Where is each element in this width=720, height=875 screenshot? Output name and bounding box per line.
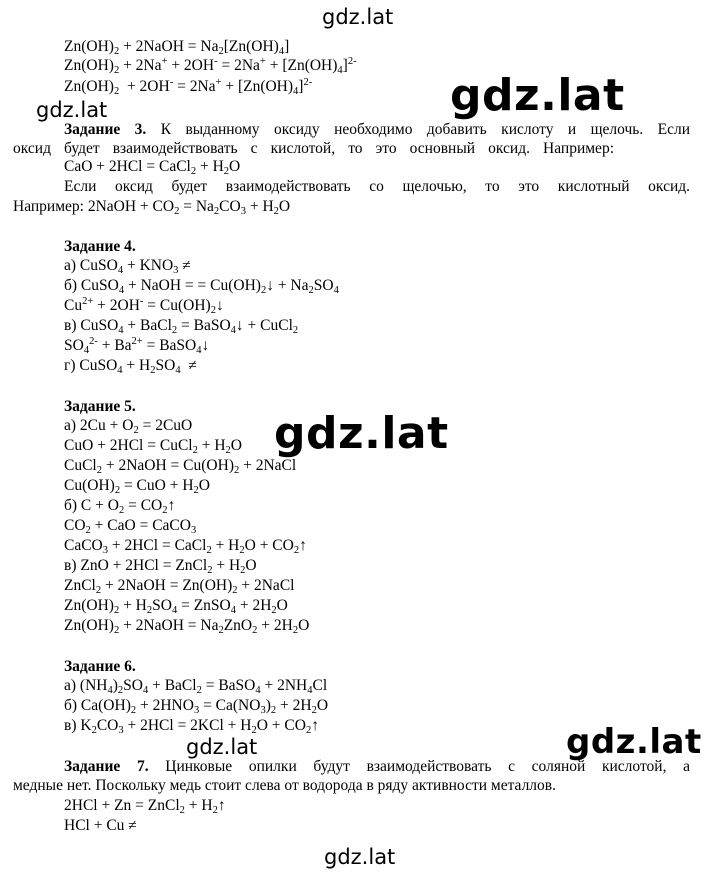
equation-line: $Zn(OH)_2 + 2Na^+ + 2OH^- = 2Na^+ + [Zn(OH)_4]^{2-}$ — [64, 56, 357, 76]
watermark-top: gdz.lat — [322, 5, 394, 29]
equation-line: $Cu(OH)_2$ = CuO + $H_2O$ — [64, 477, 210, 496]
task3-paragraph-line2: оксид будет взаимодействовать с кислотой, то это основный оксид. Например: — [13, 140, 614, 157]
task3-text: К выданному оксиду необходимо добавить кислоту и щелочь. Если — [160, 121, 690, 138]
task5-heading: Задание 5. — [64, 398, 136, 415]
equation-line: $Zn(OH)_2 + 2OH^- = 2Na^+ + [Zn(OH)_4]^{2-}$ — [64, 77, 313, 97]
equation-line: CuO + 2HCl = CuCl$_2$ + $H_2O$ — [64, 437, 242, 456]
task6-heading: Задание 6. — [64, 658, 136, 675]
equation-line: б) CuSO$_4$ + NaOH = = $Cu(OH)_2↓ + Na_2SO_4$ — [64, 277, 339, 296]
task7-heading: Задание 7. — [64, 758, 149, 775]
equation-line: б) $Ca(OH)_2 + 2HNO_3 = Ca(NO_3)_2 + 2H_2O$ — [64, 697, 329, 716]
watermark-bottom: gdz.lat — [324, 845, 396, 869]
equation-line: в) $K_2CO_3 + 2HCl = 2KCl + H_2O$ + $CO_2↑$ — [64, 717, 319, 736]
equation-line: $Zn(OH)_2 + H_2SO_4$ = ZnSO$_4$ + $2H_2O$ — [64, 597, 288, 616]
equation-line: $Zn(OH)_2$ + 2NaOH = $Na_2ZnO_2 + 2H_2O$ — [64, 617, 310, 636]
watermark-lower-right: gdz.lat — [566, 722, 702, 762]
equation-line: в) CuSO$_4$ + BaCl$_2$ = BaSO$_4$↓ + CuCl$_2$ — [64, 317, 299, 336]
task7-text: Цинковые опилки будут взаимодействовать с соляной кислотой, а — [165, 758, 691, 775]
equation-line: ZnCl$_2$ + 2NaOH = $Zn(OH)_2$ + 2NaCl — [64, 577, 295, 596]
equation-line: в) ZnO + 2HCl = ZnCl$_2$ + $H_2O$ — [64, 557, 257, 576]
equation-line: CaCO$_3$ + 2HCl = CaCl$_2$ + $H_2O$ + $CO_2↑$ — [64, 537, 307, 556]
watermark-lower-left: gdz.lat — [186, 735, 258, 759]
equation-line: HCl + Cu ≠ — [64, 817, 137, 834]
task3-heading: Задание 3. — [64, 121, 147, 138]
task3-paragraph-line3: Если оксид будет взаимодействовать со щелочью, то это кислотный оксид. — [64, 178, 690, 195]
equation-line: б) $C + O_2$ = $CO_2↑$ — [64, 497, 176, 516]
task7-paragraph-line1 — [64, 758, 690, 776]
equation-line: $Cu^{2+} + 2OH^-$ = $Cu(OH)_2↓$ — [64, 296, 224, 316]
task3-paragraph-line1 — [64, 121, 690, 139]
equation-line: $SO_4^{2-} + Ba^{2+}$ = BaSO$_4$↓ — [64, 336, 210, 356]
task7-paragraph-line2: медные нет. Поскольку медь стоит слева от водорода в ряду активности металлов. — [13, 777, 556, 794]
equation-line: 2HCl + Zn = ZnCl$_2$ + $H_2↑$ — [64, 797, 226, 816]
equation-line: CuCl$_2$ + 2NaOH = $Cu(OH)_2$ + 2NaCl — [64, 457, 297, 476]
equation-line: г) CuSO$_4$ + $H_2SO_4$ ≠ — [64, 357, 197, 376]
equation-line: $CO_2$ + CaO = CaCO$_3$ — [64, 517, 197, 536]
watermark-left-upper: gdz.lat — [36, 98, 108, 122]
equation-line: а) $(NH_4)_2SO_4$ + BaCl$_2$ = BaSO$_4$ + $2NH_4Cl$ — [64, 677, 328, 696]
equation-line: а) $2Cu + O_2 = 2CuO$ — [64, 417, 193, 436]
equation-line: а) CuSO$_4$ + $KNO_3$ ≠ — [64, 257, 191, 276]
task3-example-label: Например: — [13, 198, 88, 215]
watermark-big-upper: gdz.lat — [450, 70, 625, 121]
watermark-big-middle: gdz.lat — [274, 408, 449, 459]
task3-paragraph-line4: Например: 2NaOH + $CO_2 = Na_2CO_3 + H_2O$ — [13, 198, 291, 217]
equation-line: CaO + 2HCl = CaCl$_2$ + $H_2O$ — [64, 158, 241, 177]
task4-heading: Задание 4. — [64, 238, 136, 255]
equation-line: $Zn(OH)_2$ + 2NaOH = $Na_2[Zn(OH)_4]$ — [64, 38, 290, 57]
